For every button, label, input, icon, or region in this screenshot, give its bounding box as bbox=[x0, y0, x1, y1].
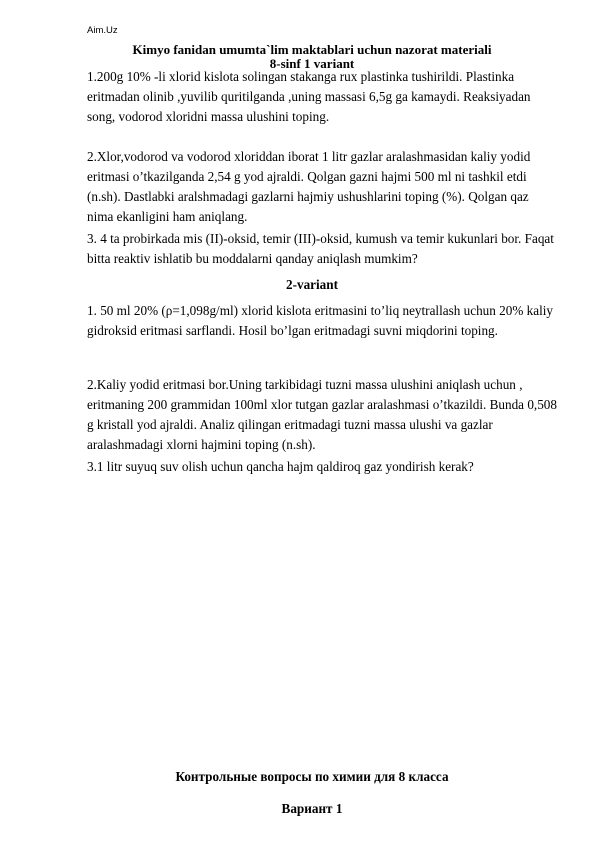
site-watermark: Aim.Uz bbox=[87, 25, 118, 36]
russian-section-title: Контрольные вопросы по химии для 8 класса bbox=[175, 769, 449, 784]
variant1-question-1: 1.200g 10% -li xlorid kislota solingan stakanga rux plastinka tushirildi. Plastinka eritmadan olinib ,yuvilib quritilganda ,uning massasi 6,5g ga kamaydi. Reaksiyadan song, vodorod xloridni massa ulushini toping. bbox=[87, 69, 531, 124]
variant2-question-1: 1. 50 ml 20% (ρ=1,098g/ml) xlorid kislota eritmasini to’liq neytrallash uchun 20% kaliy gidroksid eritmasi sarflandi. Hosil bo’lgan eritmadagi suvni miqdorini toping. bbox=[87, 303, 553, 338]
variant2-question-2: 2.Kaliy yodid eritmasi bor.Uning tarkibidagi tuzni massa ulushini aniqlash uchun , eritmaning 200 grammidan 100ml xlor tutgan gazlar aralashmasi o’tkazildi. Bunda 0,508 g kristall yod ajraldi. Analiz qilingan eritmadagi tuzni massa ulushi va gazlar aralashmadagi xlorni hajmini toping (n.sh). bbox=[87, 377, 557, 452]
variant2-question-3: 3.1 litr suyuq suv olish uchun qancha hajm qaldiroq gaz yondirish kerak? bbox=[87, 459, 474, 474]
document-title: Kimyo fanidan umumta`lim maktablari uchun nazorat materiali bbox=[132, 42, 492, 57]
variant2-heading: 2-variant bbox=[285, 277, 338, 292]
variant1-question-3: 3. 4 ta probirkada mis (II)-oksid, temir (III)-oksid, kumush va temir kukunlari bor. Faqat bitta reaktiv ishlatib bu moddalarni qanday aniqlash mumkim? bbox=[87, 231, 554, 266]
variant1-question-2: 2.Xlor,vodorod va vodorod xloriddan iborat 1 litr gazlar aralashmasidan kaliy yodid eritmasi o’tkazilganda 2,54 g yod ajraldi. Qolgan gazni hajmi 500 ml ni tashkil etdi (n.sh). Dastlabki aralshmadagi gazlarni hajmiy ushushlarini toping (%). Qolgan qaz nima ekanligini ham aniqlang. bbox=[87, 149, 531, 224]
document-subtitle: 8-sinf 1 variant bbox=[269, 56, 355, 71]
russian-variant-heading: Вариант 1 bbox=[281, 801, 343, 816]
